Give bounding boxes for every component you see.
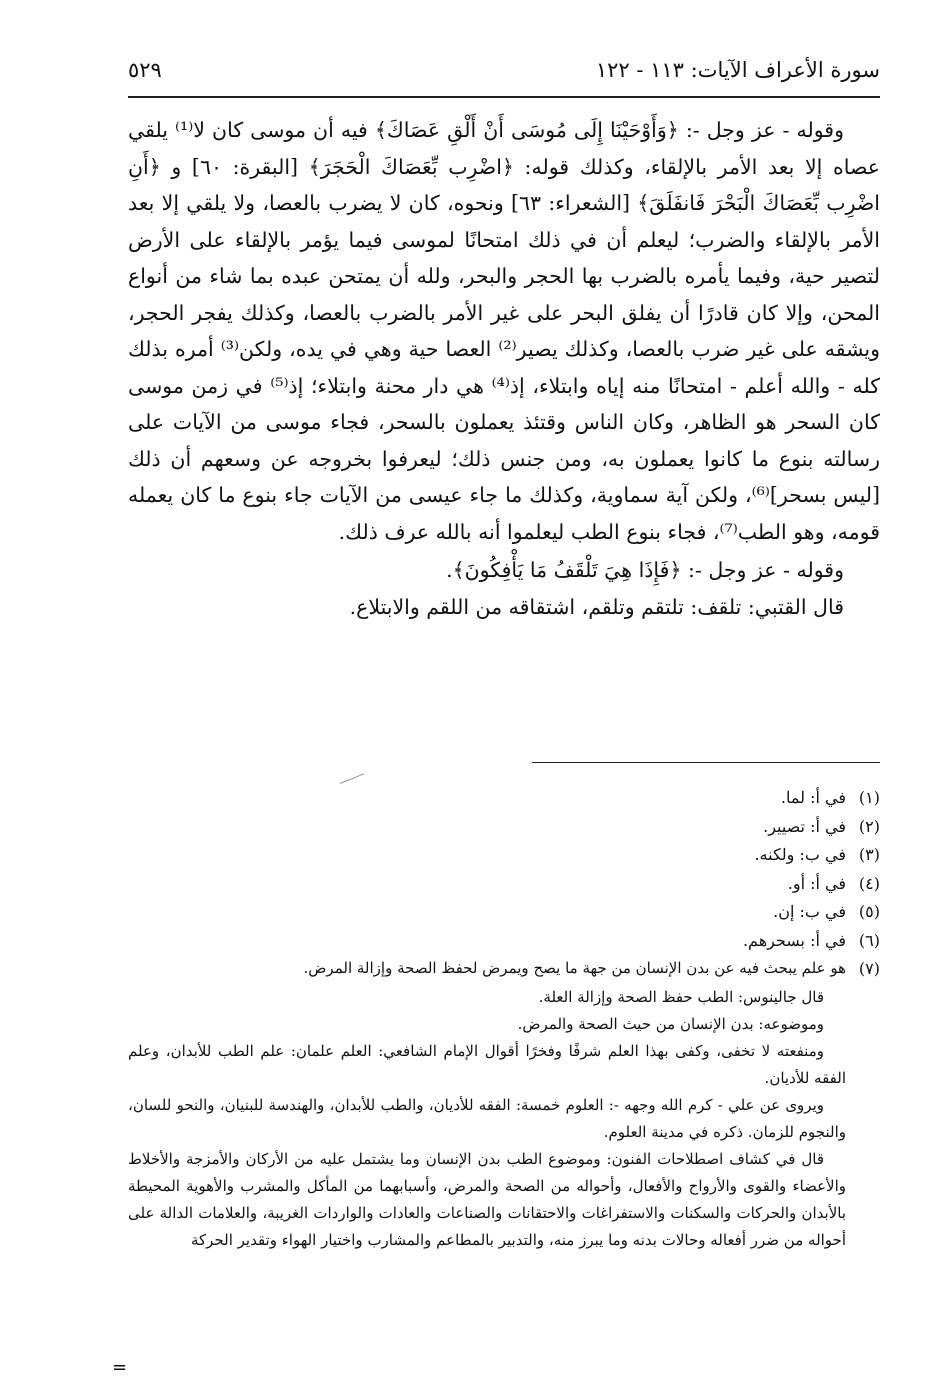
footnote-line: ويروى عن علي - كرم الله وجهه -: العلوم خمسة: الفقه للأديان، والطب للأبدان، والهندسة للبنيان، والنحو للسان، والنجوم للزمان. ذكره في مدينة العلوم. bbox=[128, 1095, 846, 1141]
footnote-text: في أ: تصيير. bbox=[763, 816, 846, 836]
footnotes bbox=[128, 784, 880, 1254]
footnote bbox=[128, 898, 880, 927]
commentary-paragraph: وقوله - عز وجل -: ﴿وَأَوْحَيْنَا إِلَى مُوسَى أَنْ أَلْقِ عَصَاكَ﴾ فيه أن موسى كان لا⁽¹⁾ يلقي عصاه إلا بعد الأمر بالإلقاء، وكذلك قوله: ﴿اضْرِب بِّعَصَاكَ الْحَجَرَ﴾ [البقرة: ٦٠] و ﴿أَنِ اضْرِب بِّعَصَاكَ الْبَحْرَ فَانفَلَقَ﴾ [الشعراء: ٦٣] ونحوه، كان لا يضرب بالعصا، ولا يلقي إلا بعد الأمر بالإلقاء والضرب؛ ليعلم أن في ذلك امتحانًا لموسى فيما يؤمر بالإلقاء على الأرض لتصير حية، وفيما يأمره بالضرب بها الحجر والبحر، ولله أن يمتحن عبده بما شاء من أنواع المحن، وإلا كان قادرًا أن يفلق البحر على غير الأمر بالضرب بالعصا، وكذلك يفجر الحجر، ويشقه على غير ضرب بالعصا، وكذلك يصير⁽²⁾ العصا حية وهي في يده، ولكن⁽³⁾ أمره بذلك كله - والله أعلم - امتحانًا منه إياه وابتلاء، إذ⁽⁴⁾ هي دار محنة وابتلاء؛ إذ⁽⁵⁾ في زمن موسى كان السحر هو الظاهر، وكان الناس وقتئذ يعملون بالسحر، فجاء موسى من الآيات على رسالته بنوع ما كانوا يعملون به، ومن جنس ذلك؛ ليعرفوا بخروجه عن وسعهم أن ذلك [ليس بسحر]⁽⁶⁾، ولكن آية سماوية، وكذلك ما جاء عيسى من الآيات جاء بنوع ما كان يعمله قومه، وهو الطب⁽⁷⁾، فجاء بنوع الطب ليعلموا أنه بالله عرف ذلك. bbox=[128, 118, 881, 544]
footnote-text: في ب: إن. bbox=[773, 902, 846, 921]
commentary-paragraph: قال القتبي: تلقف: تلتقم وتلقم، اشتقاقه من اللقم والابتلاع. bbox=[349, 594, 844, 619]
footnote-number: (٣) bbox=[858, 845, 880, 864]
footnote-line: قال في كشاف اصطلاحات الفنون: وموضوع الطب بدن الإنسان وما يشتمل عليه من الأركان والأمزجة والأخلاط والأعضاء والقوى والأرواح والأفعال، وأحواله من الصحة والمرض، وأسبابهما من المأكل والمشرب والأهوية المحيطة بالأبدان والحركات والسكنات والاستفراغات والاحتقانات والصناعات والعادات والواردات الغريبة، والعلامات الدالة على أحواله من ضرر أفعاله وحالات بدنه وما يبرز منه، والتدبير بالمطاعم والمشارب واختيار الهواء وتقدير الحركة bbox=[128, 1149, 846, 1249]
footnote-number: (٧) bbox=[858, 959, 880, 978]
scan-mark bbox=[340, 773, 364, 784]
footnote bbox=[128, 841, 880, 870]
footnote-divider bbox=[532, 762, 880, 763]
footnote bbox=[128, 870, 880, 899]
page-number: ٥٢٩ bbox=[128, 58, 162, 82]
header-divider bbox=[128, 96, 880, 98]
footnote-text: في أ: بسحرهم. bbox=[742, 930, 846, 950]
footnote-line: قال جالينوس: الطب حفظ الصحة وإزالة العلة. bbox=[538, 987, 824, 1006]
footnote-text: في أ: لما. bbox=[780, 788, 846, 807]
footnote-line: ومنفعته لا تخفى، وكفى بهذا العلم شرفًا وفخرًا أقوال الإمام الشافعي: العلم علمان: علم الطب للأبدان، وعلم الفقه للأديان. bbox=[128, 1041, 846, 1087]
verse-paragraph: وقوله - عز وجل -: ﴿فَإِذَا هِيَ تَلْقَفُ مَا يَأْفِكُونَ﴾. bbox=[446, 558, 844, 582]
footnote bbox=[128, 927, 880, 956]
footnote bbox=[128, 813, 880, 842]
running-title: سورة الأعراف الآيات: ١١٣ - ١٢٢ bbox=[595, 58, 880, 82]
footnote-number: (٤) bbox=[858, 873, 880, 893]
continuation-mark: = bbox=[112, 1357, 128, 1378]
page-header bbox=[128, 56, 880, 96]
footnote bbox=[128, 784, 880, 813]
footnote-number: (٥) bbox=[858, 902, 880, 921]
footnote-number: (٦) bbox=[858, 930, 880, 950]
main-text bbox=[128, 112, 880, 625]
footnote-line: وموضوعه: بدن الإنسان من حيث الصحة والمرض. bbox=[517, 1014, 824, 1033]
footnote bbox=[128, 955, 880, 984]
footnote-text: في ب: ولكنه. bbox=[754, 845, 846, 864]
footnote-continuation bbox=[128, 984, 880, 1254]
footnote-number: (١) bbox=[858, 788, 880, 807]
footnote-number: (٢) bbox=[858, 816, 880, 836]
footnote-text: هو علم يبحث فيه عن بدن الإنسان من جهة ما يصح ويمرض لحفظ الصحة وإزالة المرض. bbox=[303, 959, 846, 977]
footnote-text: في أ: أو. bbox=[787, 873, 846, 893]
